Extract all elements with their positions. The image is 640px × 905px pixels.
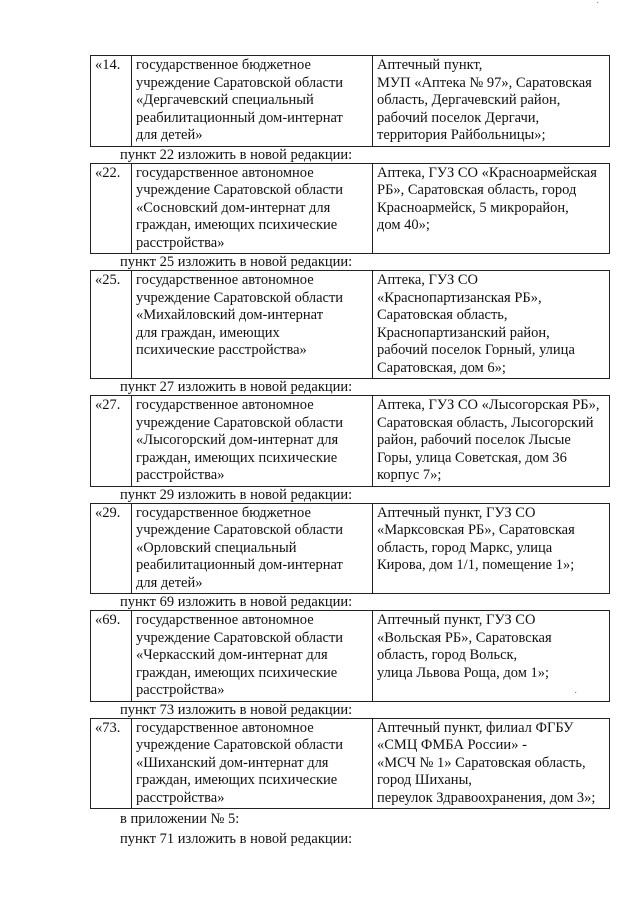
entry-table [90, 55, 610, 147]
pharmacy-cell: Аптечный пункт, ГУЗ СО «Марксовская РБ», Саратовская область, город Маркс, улица Кирова, дом 1/1, помещение 1»; [373, 503, 610, 594]
table-row [91, 503, 610, 594]
pharmacy-cell: Аптека, ГУЗ СО «Краснопартизанская РБ», Саратовская область, Краснопартизанский район, рабочий поселок Горный, улица Саратовская, дом 6»; [373, 271, 610, 379]
table-row [91, 163, 610, 254]
amendment-instruction: пункт 73 изложить в новой редакции: [120, 701, 353, 718]
entry-table [90, 163, 610, 255]
amendment-instruction: пункт 69 изложить в новой редакции: [120, 594, 353, 610]
amendment-instruction: пункт 27 изложить в новой редакции: [120, 379, 353, 395]
entry-number: «29. [91, 503, 132, 594]
entry-number: «73. [91, 718, 132, 809]
pharmacy-cell: Аптечный пункт, ГУЗ СО «Вольская РБ», Саратовская область, город Вольск, улица Львова Роща, дом 1»; [373, 611, 610, 702]
annex-heading: в приложении № 5: [120, 811, 240, 827]
institution-cell: государственное автономное учреждение Саратовской области «Черкасский дом-интернат для граждан, имеющих психические расстройства» [132, 611, 373, 702]
scan-mark: ˙ [574, 691, 578, 702]
amendment-instruction: пункт 25 изложить в новой редакции: [120, 254, 353, 270]
entry-number: «27. [91, 396, 132, 487]
amendment-instruction: пункт 22 изложить в новой редакции: [120, 146, 353, 163]
institution-cell: государственное бюджетное учреждение Саратовской области «Орловский специальный реабилитационный дом-интернат для детей» [132, 503, 373, 594]
institution-cell: государственное бюджетное учреждение Саратовской области «Дергачевский специальный реабилитационный дом-интернат для детей» [132, 56, 373, 147]
entry-number: «69. [91, 611, 132, 702]
entry-table [90, 395, 610, 487]
table-row [91, 271, 610, 379]
pharmacy-cell: Аптека, ГУЗ СО «Лысогорская РБ», Саратовская область, Лысогорский район, рабочий поселок Лысые Горы, улица Советская, дом 36 корпус 7»; [373, 396, 610, 487]
entry-table [90, 503, 610, 595]
pharmacy-cell: Аптека, ГУЗ СО «Красноармейская РБ», Саратовская область, город Красноармейск, 5 микрорайон, дом 40»; [373, 163, 610, 254]
scan-mark: ˙ [596, 1, 600, 12]
entry-table [90, 270, 610, 379]
table-row [91, 611, 610, 702]
institution-cell: государственное автономное учреждение Саратовской области «Шиханский дом-интернат для граждан, имеющих психические расстройства» [132, 718, 373, 809]
entry-table [90, 610, 610, 702]
pharmacy-cell: Аптечный пункт, МУП «Аптека № 97», Саратовская область, Дергачевский район, рабочий поселок Дергачи, территория Райбольницы»; [373, 56, 610, 147]
amendment-instruction: пункт 71 изложить в новой редакции: [120, 831, 353, 847]
entry-number: «14. [91, 56, 132, 147]
table-row [91, 56, 610, 147]
table-row [91, 396, 610, 487]
amendment-instruction: пункт 29 изложить в новой редакции: [120, 486, 353, 503]
entry-number: «22. [91, 163, 132, 254]
institution-cell: государственное автономное учреждение Саратовской области «Михайловский дом-интернат для граждан, имеющих психические расстройства» [132, 271, 373, 379]
institution-cell: государственное автономное учреждение Саратовской области «Лысогорский дом-интернат для граждан, имеющих психические расстройства» [132, 396, 373, 487]
document-body [90, 55, 610, 849]
institution-cell: государственное автономное учреждение Саратовской области «Сосновский дом-интернат для граждан, имеющих психические расстройства» [132, 163, 373, 254]
pharmacy-cell: Аптечный пункт, филиал ФГБУ «СМЦ ФМБА России» - «МСЧ № 1» Саратовская область, город Шиханы, переулок Здравоохранения, дом 3»; [373, 718, 610, 809]
entry-number: «25. [91, 271, 132, 379]
table-row [91, 718, 610, 809]
entry-table [90, 718, 610, 810]
